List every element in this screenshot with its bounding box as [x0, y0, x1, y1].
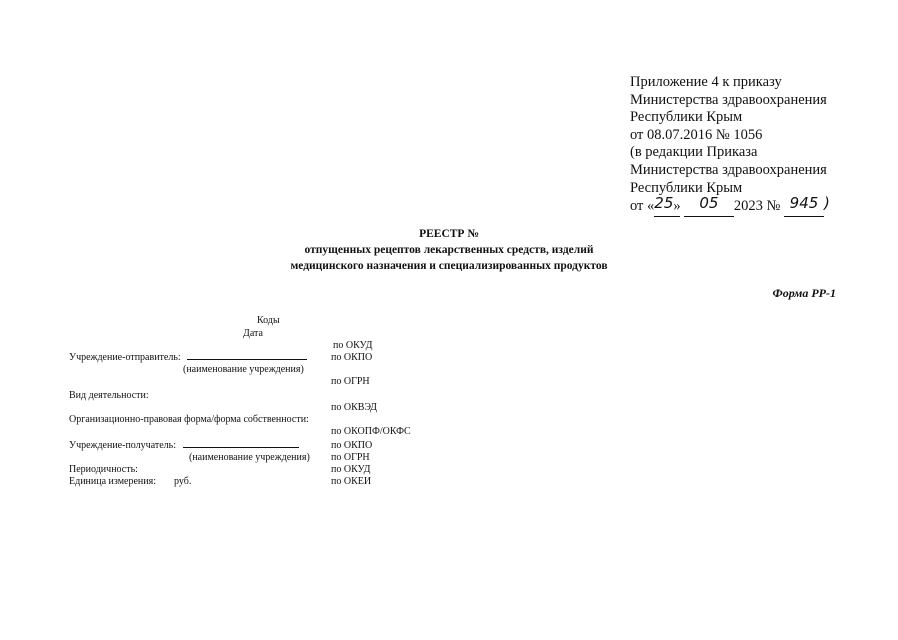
- code-ogrn-recipient: по ОГРН: [331, 452, 370, 463]
- activity-label: Вид деятельности:: [69, 390, 149, 401]
- appendix-line-5: (в редакции Приказа: [630, 144, 758, 161]
- recipient-blank: [183, 447, 299, 448]
- form-id: Форма РР-1: [772, 286, 836, 300]
- date-year: 2023 №: [733, 198, 781, 215]
- registry-title: РЕЕСТР №: [419, 228, 479, 240]
- code-okud-2: по ОКУД: [331, 464, 371, 475]
- code-okved: по ОКВЭД: [331, 402, 377, 413]
- appendix-line-2: Министерства здравоохранения: [630, 91, 827, 108]
- code-okpo-sender: по ОКПО: [331, 352, 373, 363]
- sender-caption: (наименование учреждения): [183, 364, 304, 375]
- code-okpo-recipient: по ОКПО: [331, 440, 373, 451]
- code-okopf: по ОКОПФ/ОКФС: [331, 426, 411, 437]
- recipient-label-text: Учреждение-получатель:: [69, 440, 177, 451]
- code-okei: по ОКЕИ: [331, 476, 372, 487]
- recipient-caption: (наименование учреждения): [189, 452, 310, 463]
- code-okud-1: по ОКУД: [333, 340, 373, 351]
- appendix-line-6: Министерства здравоохранения: [630, 161, 827, 178]
- appendix-line-4: от 08.07.2016 № 1056: [630, 126, 763, 143]
- appendix-date-line: [630, 194, 830, 217]
- unit-value: руб.: [174, 476, 192, 487]
- codes-date: Дата: [243, 328, 263, 339]
- registry-subtitle-2: медицинского назначения и специализированных продуктов: [290, 260, 608, 272]
- date-prefix: от «: [630, 198, 655, 215]
- handwritten-day: 25: [654, 194, 674, 213]
- appendix-block: [630, 74, 830, 217]
- sender-label-text: Учреждение-отправитель:: [69, 352, 181, 363]
- appendix-line-1: Приложение 4 к приказу: [630, 74, 782, 90]
- appendix-line-3: Республики Крым: [630, 109, 743, 126]
- handwritten-month: 05: [699, 194, 719, 213]
- recipient-label: [69, 440, 299, 451]
- sender-blank: [187, 359, 307, 360]
- appendix-line-7: Республики Крым: [630, 179, 743, 196]
- day-close-quote: »: [673, 198, 681, 215]
- code-ogrn-sender: по ОГРН: [331, 376, 370, 387]
- handwritten-number: 945: [789, 194, 819, 213]
- legal-form-label: Организационно-правовая форма/форма собственности:: [69, 414, 309, 425]
- registry-subtitle-1: отпущенных рецептов лекарственных средств, изделий: [304, 244, 594, 256]
- close-paren: ): [824, 194, 830, 213]
- unit-label: Единица измерения:: [69, 476, 156, 487]
- sender-label: [69, 352, 307, 363]
- periodicity-label: Периодичность:: [69, 464, 138, 475]
- codes-header: Коды: [257, 315, 280, 326]
